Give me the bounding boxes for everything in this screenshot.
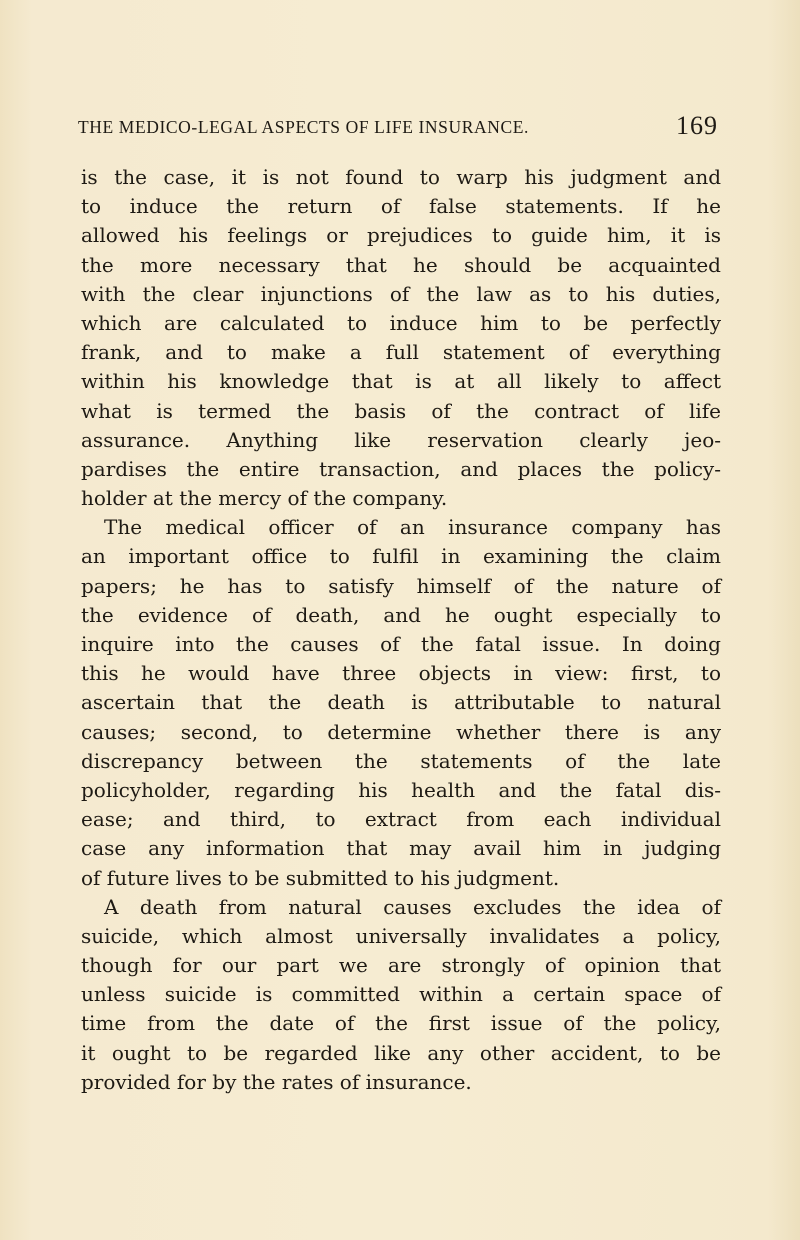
text-line: policyholder, regarding his health and the fatal dis- xyxy=(81,777,721,802)
running-head xyxy=(78,111,718,143)
text-line: to induce the return of false statements. If he xyxy=(81,194,721,219)
text-line: it ought to be regarded like any other accident, to be xyxy=(81,1040,721,1065)
text-line: case any information that may avail him in judging xyxy=(81,836,721,861)
text-line: frank, and to make a full statement of everything xyxy=(81,340,721,365)
text-line: the more necessary that he should be acquainted xyxy=(81,252,721,277)
text-line: this he would have three objects in view: first, to xyxy=(81,661,721,686)
text-line: discrepancy between the statements of the late xyxy=(81,748,721,773)
text-line: The medical officer of an insurance company has xyxy=(104,515,721,540)
text-line: A death from natural causes excludes the idea of xyxy=(104,894,721,919)
text-line: papers; he has to satisfy himself of the nature of xyxy=(81,573,721,598)
running-title: THE MEDICO-LEGAL ASPECTS OF LIFE INSURANCE. xyxy=(78,117,529,137)
text-line: ascertain that the death is attributable to natural xyxy=(81,690,721,715)
text-line: ease; and third, to extract from each individual xyxy=(81,807,721,832)
text-line: time from the date of the first issue of the policy, xyxy=(81,1011,721,1036)
text-line: is the case, it is not found to warp his judgment and xyxy=(81,165,721,189)
text-line: allowed his feelings or prejudices to guide him, it is xyxy=(81,223,721,248)
text-line: of future lives to be submitted to his judgment. xyxy=(81,865,560,890)
page-number: 169 xyxy=(676,111,718,140)
text-line: though for our part we are strongly of opinion that xyxy=(81,953,721,978)
text-line: what is termed the basis of the contract of life xyxy=(81,398,721,423)
text-line: with the clear injunctions of the law as to his duties, xyxy=(81,281,721,306)
text-line: pardises the entire transaction, and places the policy- xyxy=(81,456,721,481)
text-line: causes; second, to determine whether there is any xyxy=(81,719,721,744)
text-line: which are calculated to induce him to be perfectly xyxy=(81,310,721,335)
text-line: within his knowledge that is at all likely to affect xyxy=(81,369,721,394)
text-line: holder at the mercy of the company. xyxy=(81,486,448,511)
text-line: inquire into the causes of the fatal issue. In doing xyxy=(81,632,721,656)
text-line: unless suicide is committed within a certain space of xyxy=(81,982,721,1007)
text-line: the evidence of death, and he ought especially to xyxy=(81,602,721,627)
text-line: assurance. Anything like reservation clearly jeo- xyxy=(81,427,721,452)
text-line: an important office to fulfil in examining the claim xyxy=(81,544,721,569)
body-text xyxy=(81,163,721,1097)
text-line: provided for by the rates of insurance. xyxy=(81,1069,472,1094)
text-line: suicide, which almost universally invalidates a policy, xyxy=(81,923,721,948)
